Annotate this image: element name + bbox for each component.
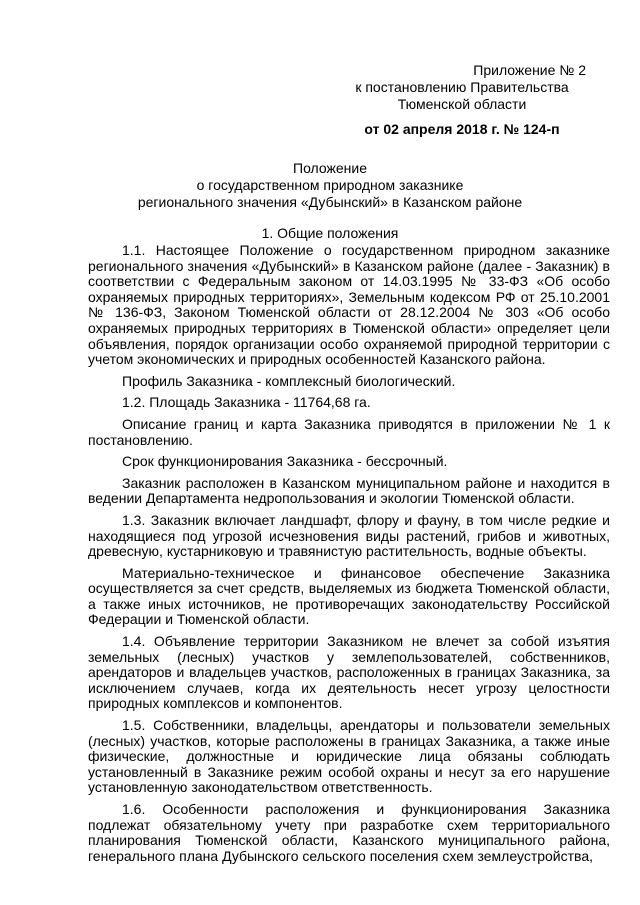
paragraph: 1.1. Настоящее Положение о государственном природном заказнике регионального значения «Дубынский» в Казанском районе (далее - Заказник) в соответствии с Федеральным законом от 14.03.1995 № 33-ФЗ «Об особо охраняемых природных территориях», Земельным кодексом РФ от 25.10.2001 № 136-ФЗ, Законом Тюменской области от 28.12.2004 № 303 «Об особо охраняемых природных территориях в Тюменской области» определяет цели объявления, порядок организации особо охраняемой природной территории с учетом экономических и природных особенностей Казанского района. [88,242,610,368]
paragraph: 1.4. Объявление территории Заказником не влечет за собой изъятия земельных (лесных) участков у землепользователей, собственников, арендаторов и владельцев участков, расположенных в границах Заказника, за исключением случаев, когда их деятельность несет угрозу целостности природных комплексов и компонентов. [88,633,610,712]
title-line-1: Положение [293,160,367,176]
title-line-3: регионального значения «Дубынский» в Казанском районе [137,194,523,210]
paragraph: Профиль Заказника - комплексный биологический. [122,372,456,389]
appendix-label: Приложение № 2 [473,62,586,78]
resolution-date: от 02 апреля 2018 г. № 124-п [364,121,560,137]
paragraph: 1.2. Площадь Заказника - 11764,68 га. [122,394,371,411]
paragraph: 1.5. Собственники, владельцы, арендаторы и пользователи земельных (лесных) участков, которые расположены в границах Заказника, а также иные физические, должностные и юридические лица обязаны соблюдать установленный в Заказнике режим особой охраны и несут за его нарушение установленную законодательством ответственность. [88,717,610,796]
paragraph: Заказник расположен в Казанском муниципальном районе и находится в ведении Департамента недропользования и экологии Тюменской области. [88,474,610,507]
title-line-2: о государственном природном заказнике [196,177,464,193]
paragraph: 1.3. Заказник включает ландшафт, флору и фауну, в том числе редкие и находящиеся под угрозой исчезновения виды растений, грибов и животных, древесную, кустарниковую и травянистую растительность, водные объекты. [88,511,610,560]
document-title [90,160,570,211]
paragraph: 1.6. Особенности расположения и функционирования Заказника подлежат обязательному учету при разработке схем территориального планирования Тюменской области, Казанского муниципального района, генерального плана Дубынского сельского поселения схем землеустройства, [88,801,610,864]
document-header [332,62,592,138]
section-heading: 1. Общие положения [261,225,399,241]
paragraph: Описание границ и карта Заказника приводятся в приложении № 1 к постановлению. [88,415,610,448]
resolution-line: к постановлению Правительства [355,79,569,95]
paragraph: Срок функционирования Заказника - бессрочный. [122,453,448,470]
document-body [88,243,610,870]
paragraph: Материально-техническое и финансовое обеспечение Заказника осуществляется за счет средств, выделяемых из бюджета Тюменской области, а также иных источников, не противоречащих законодательству Российской Федерации и Тюменской области. [88,564,610,628]
region-line: Тюменской области [397,96,527,112]
